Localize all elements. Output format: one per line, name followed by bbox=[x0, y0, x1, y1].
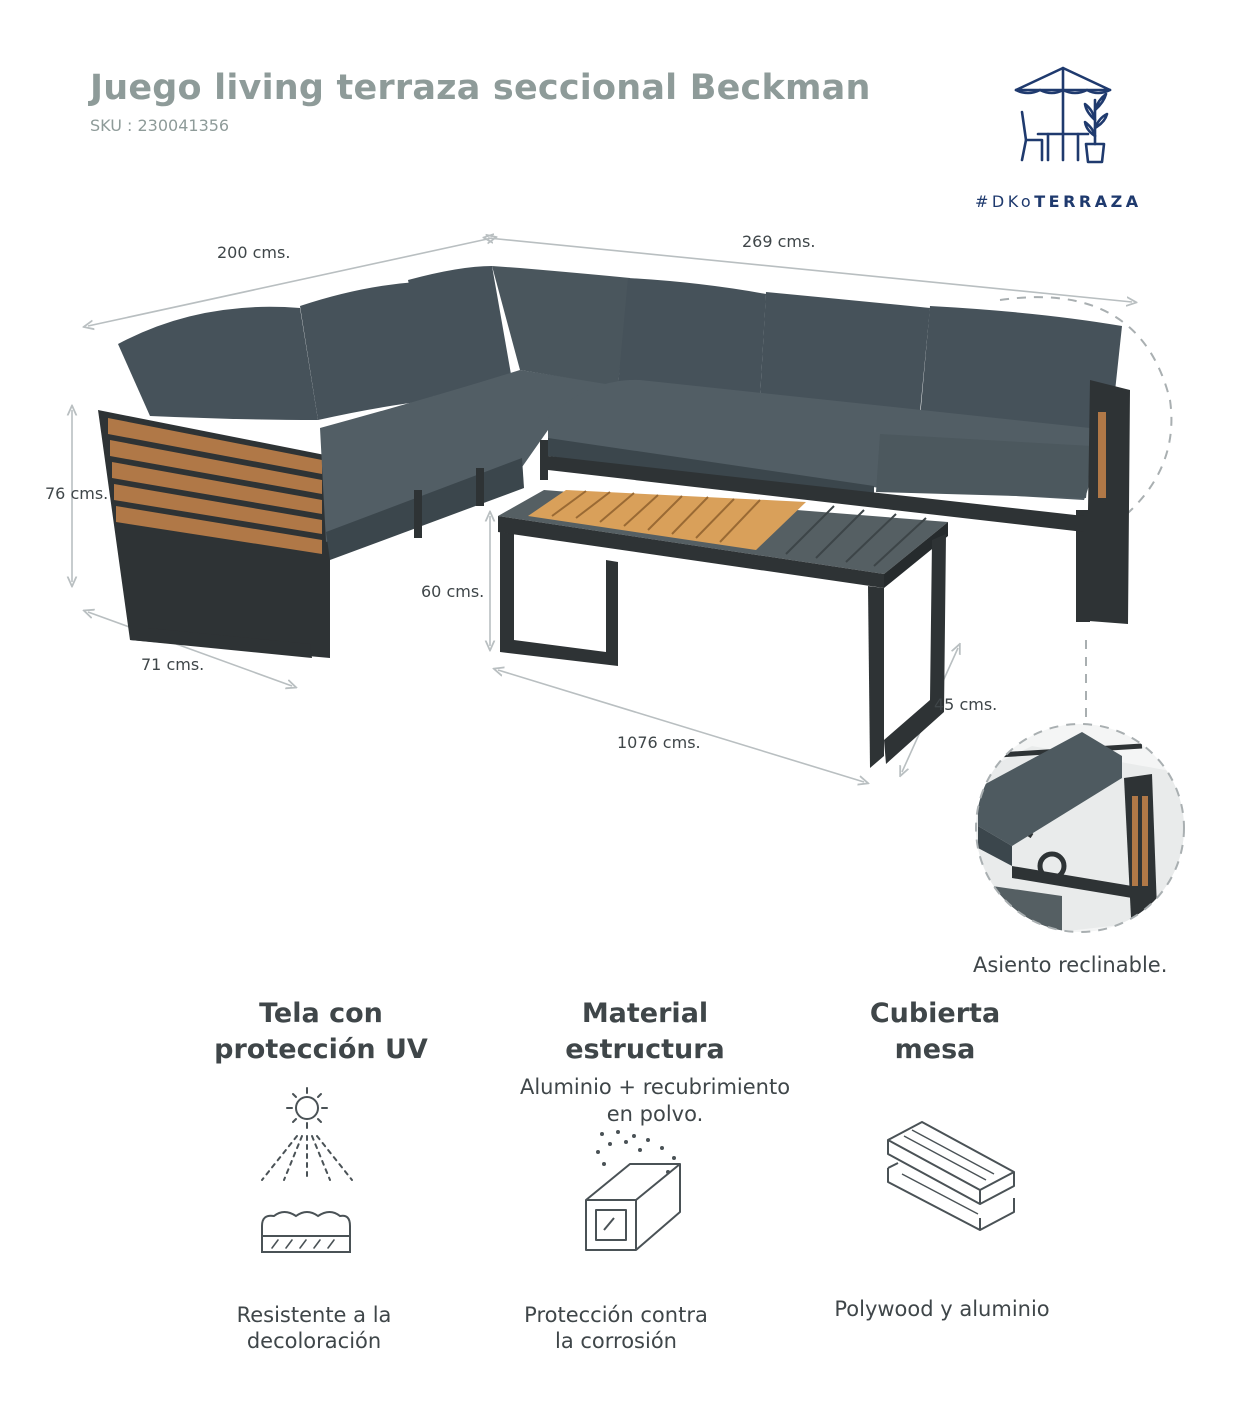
dim-sofa-height: 76 cms. bbox=[45, 484, 109, 503]
feature-structure-sub bbox=[500, 1074, 810, 1128]
feature-table-heading-2: mesa bbox=[894, 1034, 976, 1065]
feature-table-foot-1: Polywood y aluminio bbox=[834, 1297, 1050, 1321]
feature-structure bbox=[520, 996, 770, 1068]
feature-uv-heading-1: Tela con bbox=[259, 998, 383, 1029]
feature-structure-footer bbox=[500, 1302, 732, 1354]
feature-uv-foot-2: decoloración bbox=[246, 1329, 382, 1353]
feature-uv-foot-1: Resistente a la bbox=[236, 1303, 392, 1327]
sun-uv-fabric-icon bbox=[252, 1086, 362, 1256]
recline-detail-illustration bbox=[972, 716, 1198, 942]
dim-table-height: 60 cms. bbox=[421, 582, 485, 601]
dim-table-length: 1076 cms. bbox=[617, 733, 701, 752]
feature-structure-sub-1: Aluminio + recubrimiento bbox=[519, 1075, 791, 1099]
recline-caption: Asiento reclinable. bbox=[973, 953, 1168, 977]
feature-uv-heading-2: protección UV bbox=[214, 1034, 428, 1065]
feature-structure-heading-2: estructura bbox=[565, 1034, 725, 1065]
feature-uv-footer bbox=[196, 1302, 432, 1354]
feature-uv-fabric bbox=[196, 996, 446, 1068]
dim-sofa-left-length: 200 cms. bbox=[217, 243, 291, 262]
dim-sofa-right-length: 269 cms. bbox=[742, 232, 816, 251]
aluminium-tube-icon bbox=[578, 1128, 688, 1258]
wood-planks-icon bbox=[882, 1118, 1022, 1233]
feature-table-heading-1: Cubierta bbox=[869, 998, 1001, 1029]
feature-structure-sub-2: en polvo. bbox=[606, 1102, 704, 1126]
product-sku: SKU : 230041356 bbox=[90, 116, 230, 135]
dim-sofa-depth: 71 cms. bbox=[141, 655, 205, 674]
brand-hashtag: #DKoTERRAZA bbox=[975, 192, 1142, 211]
feature-table-footer bbox=[810, 1296, 1074, 1322]
feature-structure-foot-2: la corrosión bbox=[555, 1329, 677, 1353]
dim-table-depth: 45 cms. bbox=[934, 695, 998, 714]
feature-table-top bbox=[810, 996, 1060, 1068]
feature-structure-heading-1: Material bbox=[581, 998, 709, 1029]
patio-umbrella-table-icon bbox=[1008, 62, 1138, 172]
product-title: Juego living terraza seccional Beckman bbox=[90, 68, 871, 108]
feature-structure-foot-1: Protección contra bbox=[524, 1303, 708, 1327]
